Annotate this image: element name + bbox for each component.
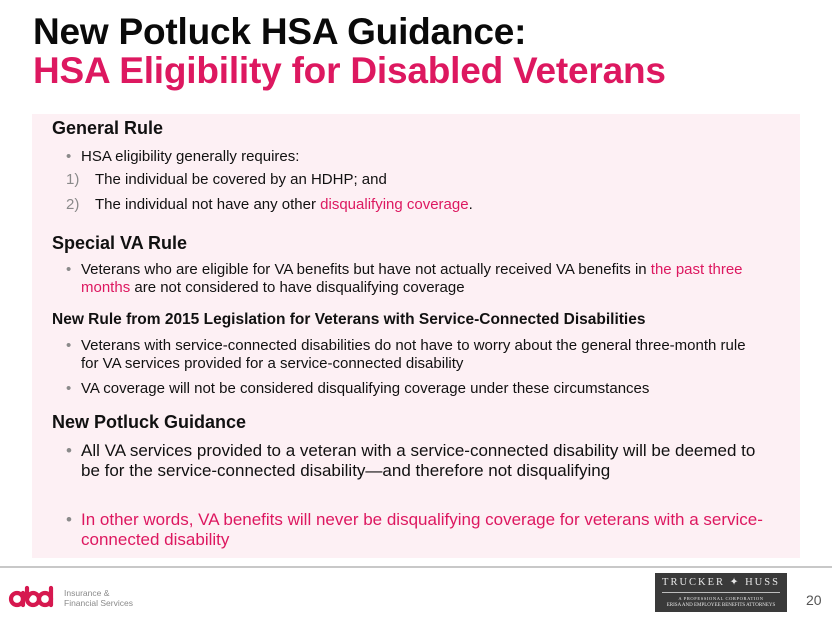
bullet-item: • Veterans who are eligible for VA benefits but have not actually received VA benefits in the past three months are not considered to have disqualifying coverage [66,261,743,296]
heading-new-rule-2015: New Rule from 2015 Legislation for Veterans with Service-Connected Disabilities [52,311,646,328]
bullet-item: • All VA services provided to a veteran with a service-connected disability will be deemed to be for the service-connected disability—and therefore not disqualifying [66,441,756,480]
bullet-item-highlight: • In other words, VA benefits will never be disqualifying coverage for veterans with a service-connected disability [66,510,763,549]
highlight-past-three-months: the past three months [81,261,743,296]
numbered-item-1: 1) The individual be covered by an HDHP; and [66,171,387,188]
title-line-2: HSA Eligibility for Disabled Veterans [33,50,666,91]
slide-title [33,12,666,90]
bullet-item: • Veterans with service-connected disabilities do not have to worry about the general three-month rule for VA services provided for a service-connected disability [66,337,746,372]
bullet-item: • HSA eligibility generally requires: [66,148,300,165]
heading-special-va-rule: Special VA Rule [52,233,188,253]
bullet-icon: • [66,261,72,278]
heading-general-rule: General Rule [52,118,164,138]
bullet-icon: • [66,380,72,397]
content-panel [32,114,800,558]
abd-logo-icon [8,585,64,609]
bullet-icon: • [66,337,72,354]
bullet-item: • VA coverage will not be considered disqualifying coverage under these circumstances [66,380,650,397]
heading-new-potluck-guidance: New Potluck Guidance [52,412,247,432]
highlight-disqualifying-coverage: disqualifying coverage [320,196,469,213]
numbered-item-2: 2) The individual not have any other disqualifying coverage. [66,196,473,213]
bullet-icon: • [66,148,72,165]
bullet-icon: • [66,441,72,460]
trucker-huss-logo: TRUCKER ✦ HUSS A PROFESSIONAL CORPORATION ERISA AND EMPLOYEE BENEFITS ATTORNEYS [655,573,787,612]
trucker-huss-rule [662,592,780,593]
bullet-icon: • [66,510,72,529]
footer-divider [0,566,832,568]
abd-tagline: Insurance & Financial Services [64,588,133,608]
title-line-1: New Potluck HSA Guidance: [33,11,527,52]
trucker-huss-name: TRUCKER ✦ HUSS [662,577,780,588]
page-number: 20 [806,592,822,608]
